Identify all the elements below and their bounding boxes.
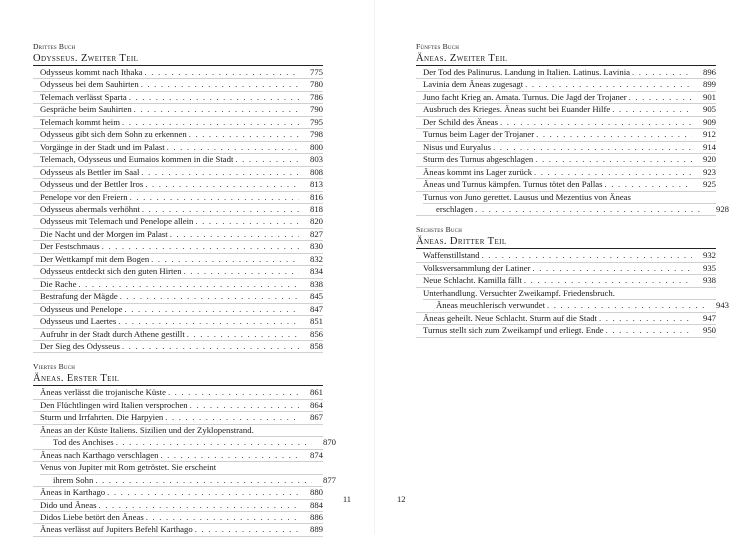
toc-entry <box>33 291 323 303</box>
leader-dots <box>195 524 299 535</box>
toc-entry <box>33 104 323 116</box>
entry-line <box>40 437 336 448</box>
toc-entry <box>416 92 716 104</box>
page-ref: 800 <box>309 141 323 152</box>
leader-dots <box>500 117 692 128</box>
entry-title-continued: erschlagen <box>436 203 474 214</box>
page-ref: 928 <box>715 203 729 214</box>
toc-entry <box>416 275 716 287</box>
leader-dots <box>475 204 705 215</box>
toc-section <box>416 225 729 337</box>
page-ref: 877 <box>322 474 336 485</box>
book-label: Fünftes Buch <box>416 42 460 51</box>
entry-title: Äneas und Turnus kämpfen. Turnus tötet den Pallas <box>423 179 603 190</box>
leader-dots <box>187 329 299 340</box>
entry-list <box>416 67 729 216</box>
toc-entry <box>33 142 323 154</box>
entry-title: Den Flüchtlingen wird Italien versprochen <box>40 399 188 410</box>
toc-entry <box>33 229 323 241</box>
page-ref: 838 <box>309 278 323 289</box>
entry-title: Dido und Äneas <box>40 499 97 510</box>
leader-dots <box>118 316 299 327</box>
leader-dots <box>599 313 692 324</box>
page-ref: 798 <box>309 129 323 140</box>
toc-entry <box>33 316 323 328</box>
toc-entry <box>33 450 323 462</box>
page-ref: 943 <box>715 300 729 311</box>
entry-title: Neue Schlacht. Kamilla fällt <box>423 275 522 286</box>
leader-dots <box>122 341 299 352</box>
toc-entry <box>416 104 716 116</box>
toc-entry <box>33 254 323 266</box>
toc-entry <box>416 142 716 154</box>
toc-entry <box>33 304 323 316</box>
toc-entry <box>416 179 716 191</box>
toc-entry <box>33 129 323 141</box>
leader-dots <box>536 129 692 140</box>
page-ref: 935 <box>702 262 716 273</box>
toc-section <box>33 42 323 353</box>
page-ref: 834 <box>309 266 323 277</box>
part-title: Äneas. Erster Teil <box>33 372 323 386</box>
entry-title: Odysseus mit Telemach und Penelope allein <box>40 216 194 227</box>
page-ref: 803 <box>309 154 323 165</box>
entry-title: Lavinia dem Äneas zugesagt <box>423 79 524 90</box>
entry-title: Äneas kommt ins Lager zurück <box>423 166 533 177</box>
toc-entry <box>33 192 323 204</box>
leader-dots <box>122 117 299 128</box>
leader-dots <box>116 437 312 448</box>
entry-title: Äneas geheilt. Neue Schlacht. Sturm auf die Stadt <box>423 312 597 323</box>
toc-entry <box>33 79 323 91</box>
entry-title: Telemach kommt heim <box>40 116 120 127</box>
leader-dots <box>532 263 692 274</box>
page-ref: 847 <box>309 303 323 314</box>
entry-title: Bestrafung der Mägde <box>40 291 118 302</box>
toc-entry <box>33 117 323 129</box>
toc-entry <box>33 216 323 228</box>
right-page <box>375 0 750 534</box>
toc-entry <box>416 67 716 79</box>
leader-dots <box>120 291 299 302</box>
toc-entry <box>33 524 323 536</box>
entry-title: Der Sieg des Odysseus <box>40 340 120 351</box>
leader-dots <box>547 300 705 311</box>
entry-list <box>33 67 323 353</box>
toc-entry <box>33 424 336 450</box>
leader-dots <box>151 254 299 265</box>
entry-title: Waffenstillstand <box>423 250 480 261</box>
entry-list <box>416 250 729 337</box>
page-ref: 813 <box>309 179 323 190</box>
page-ref: 856 <box>309 328 323 339</box>
page-ref: 947 <box>702 312 716 323</box>
leader-dots <box>98 500 299 511</box>
entry-title-continued: Tod des Anchises <box>53 437 114 448</box>
entry-title: Vorgänge in der Stadt und im Palast <box>40 141 165 152</box>
toc-entry <box>33 92 323 104</box>
toc-entry <box>33 279 323 291</box>
entry-title: Volksversammlung der Latiner <box>423 262 531 273</box>
entry-title: Telemach verlässt Sparta <box>40 91 127 102</box>
book-label: Viertes Buch <box>33 362 76 372</box>
part-title: Äneas. Zweiter Teil <box>416 52 716 66</box>
page-ref: 899 <box>702 79 716 90</box>
page-ref: 775 <box>309 67 323 77</box>
entry-title: Nisus und Euryalus <box>423 141 492 152</box>
entry-title: Die Rache <box>40 278 77 289</box>
entry-title: Äneas nach Karthago verschlagen <box>40 449 159 460</box>
leader-dots <box>605 179 692 190</box>
leader-dots <box>107 487 299 498</box>
page-ref: 889 <box>309 524 323 535</box>
page-ref: 896 <box>702 67 716 77</box>
toc-entry <box>416 263 716 275</box>
leader-dots <box>145 179 299 190</box>
page-ref: 780 <box>309 79 323 90</box>
leader-dots <box>632 67 692 78</box>
page-ref: 938 <box>702 275 716 286</box>
leader-dots <box>235 154 299 165</box>
page-ref: 912 <box>702 129 716 140</box>
toc-entry <box>33 329 323 341</box>
leader-dots <box>606 325 692 336</box>
entry-title: Äneas verlässt die trojanische Küste <box>40 387 166 398</box>
entry-title-continued: ihrem Sohn <box>53 474 94 485</box>
leader-dots <box>168 387 299 398</box>
entry-title: Odysseus entdeckt sich den guten Hirten <box>40 266 182 277</box>
page-ref: 816 <box>309 191 323 202</box>
leader-dots <box>195 216 299 227</box>
page-ref: 830 <box>309 241 323 252</box>
page-ref: 886 <box>309 511 323 522</box>
left-toc-column <box>33 42 336 546</box>
entry-title: Turnus beim Lager der Trojaner <box>423 129 535 140</box>
entry-title: Penelope vor den Freiern <box>40 191 128 202</box>
toc-entry <box>33 512 323 524</box>
book-label: Sechstes Buch <box>416 225 463 235</box>
leader-dots <box>102 241 299 252</box>
leader-dots <box>189 129 299 140</box>
toc-entry <box>33 167 323 179</box>
page-ref: 874 <box>309 449 323 460</box>
entry-title-continued: Äneas meuchlerisch verwundet <box>436 300 546 311</box>
leader-dots <box>190 400 299 411</box>
page-ref: 914 <box>702 141 716 152</box>
leader-dots <box>134 104 299 115</box>
toc-entry <box>33 204 323 216</box>
page-number: 12 <box>397 494 406 504</box>
leader-dots <box>125 304 299 315</box>
leader-dots <box>141 167 299 178</box>
toc-entry <box>416 117 716 129</box>
part-title: Äneas. Dritter Teil <box>416 235 716 249</box>
entry-title: Turnus von Juno gerettet. Lausus und Mezentius von Äneas <box>423 192 716 204</box>
page-ref: 901 <box>702 91 716 102</box>
leader-dots <box>78 279 299 290</box>
leader-dots <box>535 154 692 165</box>
page-ref: 861 <box>309 387 323 398</box>
toc-entry <box>416 287 729 313</box>
entry-title: Venus von Jupiter mit Rom getröstet. Sie erscheint <box>40 462 323 474</box>
page-ref: 867 <box>309 412 323 423</box>
page-ref: 932 <box>702 250 716 261</box>
entry-title: Juno facht Krieg an. Amata. Turnus. Die Jagd der Trojaner <box>423 91 627 102</box>
entry-title: Turnus stellt sich zum Zweikampf und erliegt. Ende <box>423 325 604 336</box>
page-ref: 923 <box>702 166 716 177</box>
entry-title: Äneas in Karthago <box>40 487 106 498</box>
part-title: Odysseus. Zweiter Teil <box>33 52 323 66</box>
entry-title: Odysseus und Laertes <box>40 316 117 327</box>
page-ref: 864 <box>309 399 323 410</box>
leader-dots <box>95 475 312 486</box>
leader-dots <box>141 79 299 90</box>
leader-dots <box>145 67 299 78</box>
entry-title: Odysseus gibt sich dem Sohn zu erkennen <box>40 129 187 140</box>
entry-title: Gespräche beim Sauhirten <box>40 104 132 115</box>
entry-title: Äneas verlässt auf Jupiters Befehl Karthago <box>40 524 193 535</box>
entry-list <box>33 387 336 536</box>
page-ref: 818 <box>309 203 323 214</box>
entry-title: Odysseus und der Bettler Iros <box>40 179 144 190</box>
entry-title: Aufruhr in der Stadt durch Athene gestillt <box>40 328 185 339</box>
leader-dots <box>142 204 299 215</box>
page-ref: 820 <box>309 216 323 227</box>
entry-line <box>423 300 729 311</box>
toc-entry <box>33 179 323 191</box>
leader-dots <box>129 92 299 103</box>
page-ref: 909 <box>702 116 716 127</box>
leader-dots <box>493 142 692 153</box>
leader-dots <box>146 512 299 523</box>
entry-title: Telemach, Odysseus und Eumaios kommen in die Stadt <box>40 154 234 165</box>
page-ref: 920 <box>702 154 716 165</box>
page-ref: 858 <box>309 340 323 351</box>
toc-entry <box>33 67 323 79</box>
entry-title: Äneas an der Küste Italiens. Sizilien und der Zyklopenstrand. <box>40 425 323 437</box>
leader-dots <box>167 142 299 153</box>
page-ref: 790 <box>309 104 323 115</box>
entry-title: Der Tod des Palinurus. Landung in Italien. Latinus. Lavinia <box>423 67 630 77</box>
entry-title: Der Festschmaus <box>40 241 100 252</box>
left-page <box>0 0 375 534</box>
entry-title: Odysseus und Penelope <box>40 303 123 314</box>
leader-dots <box>170 229 299 240</box>
toc-section <box>33 362 336 536</box>
leader-dots <box>482 250 692 261</box>
page-ref: 925 <box>702 179 716 190</box>
entry-title: Der Schild des Äneas <box>423 116 499 127</box>
entry-line <box>423 204 729 215</box>
page-ref: 884 <box>309 499 323 510</box>
leader-dots <box>165 412 299 423</box>
toc-entry <box>33 412 323 424</box>
entry-title: Der Wettkampf mit dem Bogen <box>40 253 150 264</box>
page-ref: 795 <box>309 116 323 127</box>
toc-entry <box>416 167 716 179</box>
leader-dots <box>525 79 692 90</box>
leader-dots <box>629 92 692 103</box>
entry-title: Sturm des Turnus abgeschlagen <box>423 154 534 165</box>
entry-title: Odysseus als Bettler im Saal <box>40 166 140 177</box>
page-ref: 870 <box>322 437 336 448</box>
toc-entry <box>33 487 323 499</box>
toc-entry <box>33 266 323 278</box>
page-ref: 786 <box>309 91 323 102</box>
page-number: 11 <box>342 494 351 504</box>
toc-entry <box>416 250 716 262</box>
page-ref: 905 <box>702 104 716 115</box>
page-ref: 832 <box>309 253 323 264</box>
entry-title: Didos Liebe betört den Äneas <box>40 511 144 522</box>
entry-title: Odysseus bei dem Sauhirten <box>40 79 139 90</box>
page-ref: 845 <box>309 291 323 302</box>
book-label: Drittes Buch <box>33 42 76 51</box>
entry-line <box>40 475 336 486</box>
toc-entry <box>416 191 729 217</box>
toc-entry <box>416 313 716 325</box>
toc-entry <box>416 79 716 91</box>
leader-dots <box>184 266 299 277</box>
entry-title: Die Nacht und der Morgen im Palast <box>40 228 168 239</box>
toc-entry <box>416 154 716 166</box>
toc-entry <box>33 500 323 512</box>
toc-entry <box>33 241 323 253</box>
right-toc-column <box>416 42 729 347</box>
page-ref: 880 <box>309 487 323 498</box>
page-ref: 808 <box>309 166 323 177</box>
leader-dots <box>130 192 299 203</box>
entry-title: Unterhandlung. Versuchter Zweikampf. Friedensbruch. <box>423 288 716 300</box>
toc-entry <box>33 387 323 399</box>
leader-dots <box>524 275 692 286</box>
toc-entry <box>416 325 716 337</box>
toc-section <box>416 42 729 216</box>
toc-entry <box>33 462 336 487</box>
page-ref: 950 <box>702 325 716 336</box>
toc-entry <box>33 154 323 166</box>
entry-title: Odysseus kommt nach Ithaka <box>40 67 143 77</box>
page-ref: 827 <box>309 228 323 239</box>
entry-title: Odysseus abermals verhöhnt <box>40 203 140 214</box>
leader-dots <box>612 104 692 115</box>
page-ref: 851 <box>309 316 323 327</box>
entry-title: Sturm und Irrfahrten. Die Harpyien <box>40 412 164 423</box>
leader-dots <box>160 450 299 461</box>
toc-entry <box>33 400 323 412</box>
leader-dots <box>534 167 692 178</box>
toc-entry <box>33 341 323 353</box>
entry-title: Ausbruch des Krieges. Äneas sucht bei Euander Hilfe <box>423 104 611 115</box>
toc-entry <box>416 129 716 141</box>
